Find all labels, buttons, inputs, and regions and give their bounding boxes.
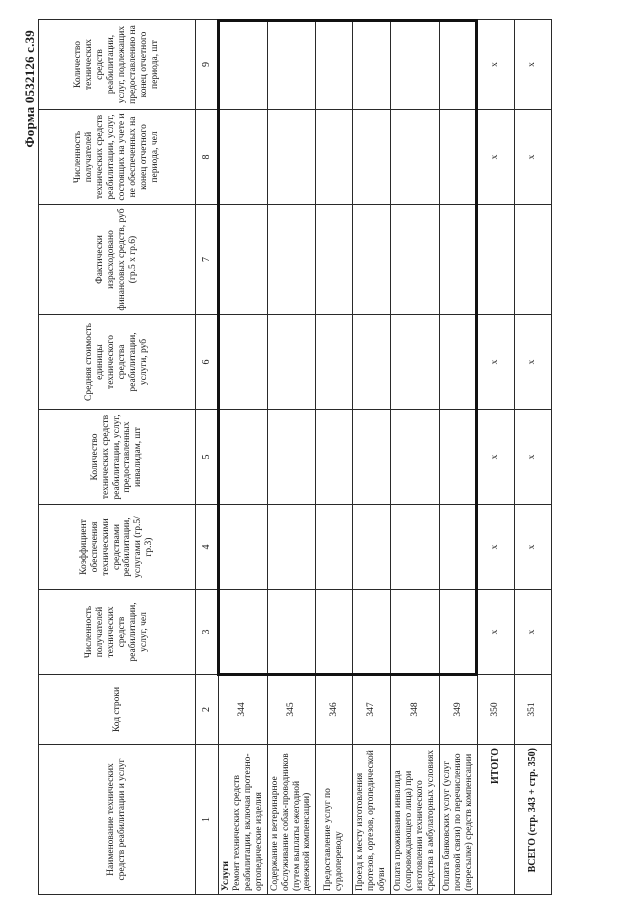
- value-cell-c7: [514, 205, 551, 315]
- column-number: 8: [196, 110, 219, 205]
- value-cell-c4: [391, 505, 440, 590]
- row-name: [439, 745, 477, 895]
- row-name: [514, 745, 551, 895]
- row-name-text: ИТОГО: [489, 748, 501, 784]
- value-cell-c5: [316, 410, 353, 505]
- row-code: 349: [439, 675, 477, 745]
- row-name-text: Содержание и ветеринарное обслуживание собак-проводников (путем выплаты ежегодной денежной компенсации): [269, 753, 313, 891]
- value-cell-c3: [439, 590, 477, 675]
- value-cell-c5: [219, 410, 268, 505]
- value-cell-c3: х: [514, 590, 551, 675]
- header-col-1: Наименование технических средств реабилитации и услуг: [39, 745, 196, 895]
- column-number: 1: [196, 745, 219, 895]
- value-cell-c8: [267, 110, 316, 205]
- value-cell-c3: [219, 590, 268, 675]
- value-cell-c9: [353, 20, 391, 110]
- value-cell-c8: [316, 110, 353, 205]
- value-cell-c5: [391, 410, 440, 505]
- value-cell-c8: [391, 110, 440, 205]
- value-cell-c9: х: [477, 20, 514, 110]
- table-row: [514, 20, 551, 895]
- value-cell-c7: [316, 205, 353, 315]
- value-cell-c6: [353, 315, 391, 410]
- value-cell-c4: х: [514, 505, 551, 590]
- form-table: [38, 19, 552, 895]
- table-row: [316, 20, 353, 895]
- header-col-3: Численность получателей технических средств реабилитации, услуг, чел: [39, 590, 196, 675]
- header-col-2: Код строки: [39, 675, 196, 745]
- header-col-9: Количество технических средств реабилитации, услуг, подлежащих предоставлению на конец отчетного периода, шт: [39, 20, 196, 110]
- row-name: [353, 745, 391, 895]
- value-cell-c4: [267, 505, 316, 590]
- value-cell-c6: х: [477, 315, 514, 410]
- row-name: [219, 745, 268, 895]
- value-cell-c6: [219, 315, 268, 410]
- column-number: 9: [196, 20, 219, 110]
- value-cell-c3: [353, 590, 391, 675]
- value-cell-c6: [267, 315, 316, 410]
- value-cell-c7: [353, 205, 391, 315]
- table-row: [267, 20, 316, 895]
- table-row: [391, 20, 440, 895]
- row-code: 350: [477, 675, 514, 745]
- value-cell-c5: [267, 410, 316, 505]
- value-cell-c7: [267, 205, 316, 315]
- value-cell-c7: [439, 205, 477, 315]
- row-name: [316, 745, 353, 895]
- value-cell-c7: [219, 205, 268, 315]
- value-cell-c5: х: [477, 410, 514, 505]
- row-code: 345: [267, 675, 316, 745]
- value-cell-c6: [391, 315, 440, 410]
- value-cell-c8: [439, 110, 477, 205]
- column-number: 4: [196, 505, 219, 590]
- row-name-text: ВСЕГО (стр. 343 + стр. 350): [526, 748, 538, 873]
- row-name-text: Оплата проживания инвалида (сопровождающего лица) при изготовлении технического средства в амбулаторных условиях: [393, 749, 436, 891]
- table-row: [353, 20, 391, 895]
- row-code: 346: [316, 675, 353, 745]
- row-code: 348: [391, 675, 440, 745]
- row-name: [391, 745, 440, 895]
- header-col-6: Средняя стоимость единицы технического средства реабилитации, услуги, руб: [39, 315, 196, 410]
- value-cell-c4: х: [477, 505, 514, 590]
- value-cell-c5: [439, 410, 477, 505]
- value-cell-c4: [353, 505, 391, 590]
- column-number: 6: [196, 315, 219, 410]
- table-row: [439, 20, 477, 895]
- table-row: [219, 20, 268, 895]
- header-col-8: Численность получателей технических средств реабилитации, услуг, состоящих на учете и не обеспеченных на конец отчетного периода, чел: [39, 110, 196, 205]
- row-name: [477, 745, 514, 895]
- value-cell-c5: [353, 410, 391, 505]
- header-col-4: Коэффициент обеспечения техническими средствами реабилитации, услугами (гр.5/гр.3): [39, 505, 196, 590]
- table-body: [219, 20, 552, 895]
- value-cell-c5: х: [514, 410, 551, 505]
- value-cell-c6: [316, 315, 353, 410]
- header-row: [39, 20, 196, 895]
- value-cell-c9: [219, 20, 268, 110]
- value-cell-c3: х: [477, 590, 514, 675]
- value-cell-c9: [267, 20, 316, 110]
- header-col-7: Фактически израсходовано финансовых средств, руб (гр.5 х гр.6): [39, 205, 196, 315]
- value-cell-c6: х: [514, 315, 551, 410]
- value-cell-c9: х: [514, 20, 551, 110]
- value-cell-c7: [477, 205, 514, 315]
- column-number: 2: [196, 675, 219, 745]
- value-cell-c3: [267, 590, 316, 675]
- value-cell-c7: [391, 205, 440, 315]
- column-number: 5: [196, 410, 219, 505]
- row-name-text: Оплата банковских услуг (услуг почтовой связи) по перечислению (пересылке) средств компенсации: [441, 753, 474, 891]
- value-cell-c4: [219, 505, 268, 590]
- row-name-text: Ремонт технических средств реабилитации, включая протезно-ортопедические изделия: [231, 753, 264, 891]
- value-cell-c4: [316, 505, 353, 590]
- column-number: 7: [196, 205, 219, 315]
- row-name-text: Предоставление услуг по сурдопереводу: [323, 788, 345, 891]
- form-caption: Форма 0532126 с.39: [22, 30, 37, 148]
- value-cell-c3: [316, 590, 353, 675]
- group-label: Услуги: [221, 860, 231, 891]
- row-code: 344: [219, 675, 268, 745]
- value-cell-c9: [439, 20, 477, 110]
- value-cell-c8: [219, 110, 268, 205]
- row-name-text: Проезд к месту изготовления протезов, ортезов, ортопедической обуви: [355, 750, 388, 891]
- value-cell-c8: х: [514, 110, 551, 205]
- table-row: [477, 20, 514, 895]
- value-cell-c3: [391, 590, 440, 675]
- value-cell-c8: [353, 110, 391, 205]
- value-cell-c9: [391, 20, 440, 110]
- column-number-row: [196, 20, 219, 895]
- value-cell-c8: х: [477, 110, 514, 205]
- value-cell-c4: [439, 505, 477, 590]
- column-number: 3: [196, 590, 219, 675]
- row-code: 351: [514, 675, 551, 745]
- header-col-5: Количество технических средств реабилитации, услуг, предоставленных инвалидам, шт: [39, 410, 196, 505]
- value-cell-c6: [439, 315, 477, 410]
- value-cell-c9: [316, 20, 353, 110]
- row-name: [267, 745, 316, 895]
- row-code: 347: [353, 675, 391, 745]
